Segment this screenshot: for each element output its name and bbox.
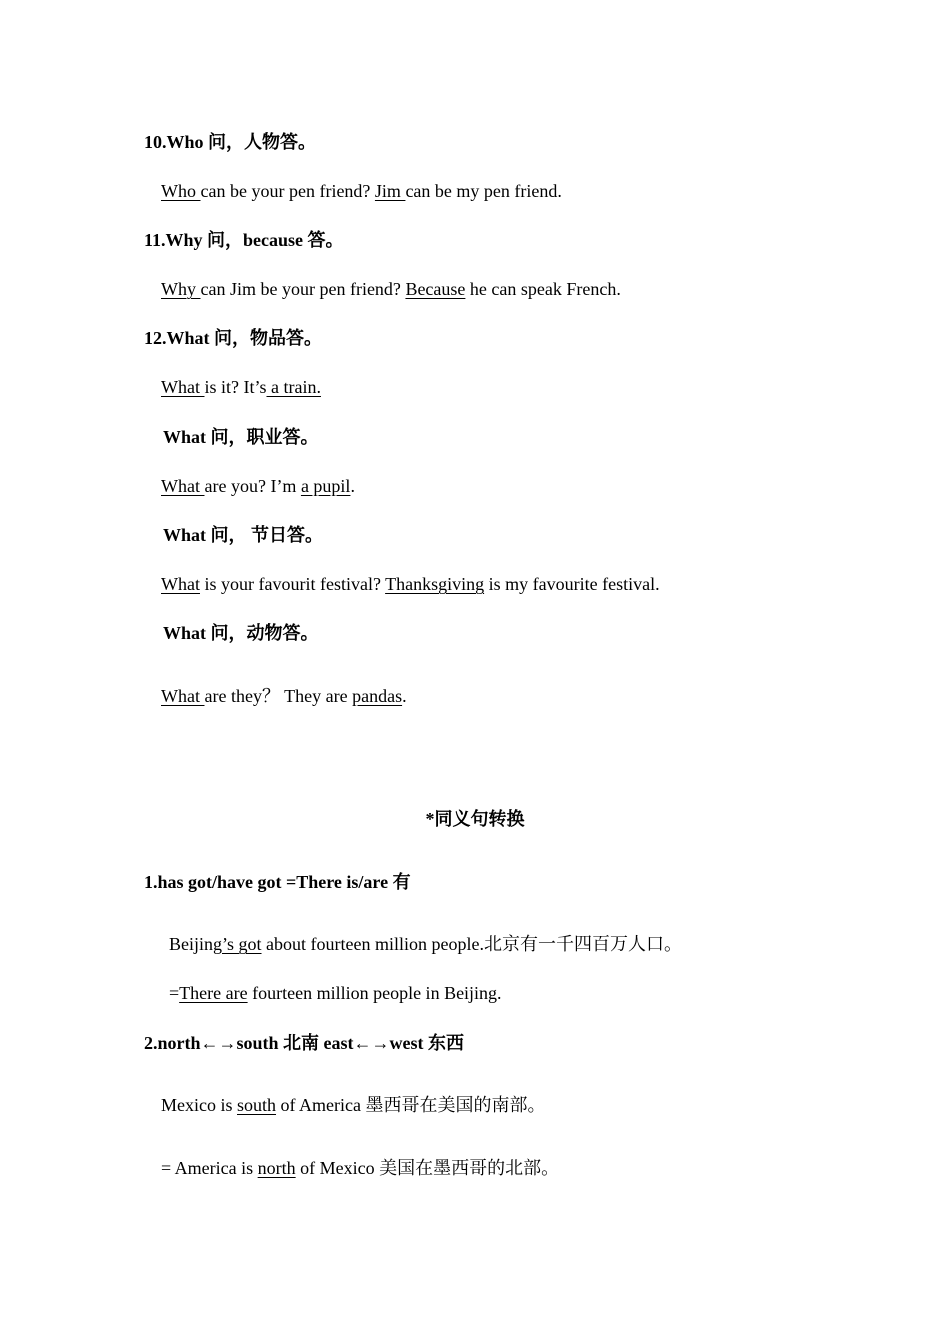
- underlined-answer: Because: [405, 279, 466, 299]
- answer-text: is my favourite festival.: [484, 574, 660, 594]
- underlined-question-word: Why: [161, 279, 201, 299]
- job-subheading: What 问，职业答。: [163, 427, 319, 447]
- festival-subheading: What 问， 节日答。: [163, 525, 324, 545]
- question-text: is it? It’s: [204, 377, 267, 397]
- question-text: are you? I’m: [204, 476, 301, 496]
- underlined-question-word: Who: [161, 181, 201, 201]
- sentence-text: about fourteen million people.北京有一千四百万人口。: [261, 934, 682, 954]
- underlined-question-word: What: [161, 476, 205, 496]
- underlined-answer: Thanksgiving: [385, 574, 485, 594]
- answer-text: can be my pen friend.: [405, 181, 562, 201]
- underlined-question-word: What: [161, 377, 205, 397]
- answer-text: .: [402, 686, 407, 706]
- question-text: are they？ They are: [204, 686, 353, 706]
- sentence-text: of Mexico 美国在墨西哥的北部。: [295, 1158, 560, 1178]
- answer-text: he can speak French.: [465, 279, 621, 299]
- synonym-1-example-1: [169, 933, 682, 955]
- synonym-2-example-1: [161, 1094, 545, 1116]
- section-11-heading: 11.Why 问，because 答。: [144, 230, 344, 250]
- question-text: can be your pen friend?: [200, 181, 375, 201]
- synonym-1-example-2: [169, 982, 502, 1004]
- underlined-answer: Jim: [374, 181, 406, 201]
- section-10-example: [161, 180, 562, 202]
- synonym-2-example-2: [161, 1157, 559, 1179]
- underlined-answer: a pupil: [300, 476, 351, 496]
- sentence-text: Beijing: [169, 934, 222, 954]
- section-12-heading: 12.What 问，物品答。: [144, 328, 323, 348]
- underlined-question-word: What: [161, 574, 200, 594]
- underlined-phrase: There are: [179, 983, 248, 1003]
- answer-text: .: [350, 476, 355, 496]
- animal-subheading: What 问，动物答。: [163, 623, 319, 643]
- sentence-text: =: [169, 983, 180, 1003]
- sentence-text: Mexico is: [161, 1095, 237, 1115]
- section-12-example-festival: [161, 573, 660, 595]
- underlined-phrase: ’s got: [222, 934, 262, 954]
- underlined-answer: a train.: [266, 377, 321, 397]
- underlined-phrase: south: [237, 1095, 277, 1115]
- question-text: can Jim be your pen friend?: [200, 279, 406, 299]
- synonym-1-heading: 1.has got/have got =There is/are 有: [144, 872, 411, 892]
- underlined-phrase: north: [257, 1158, 296, 1178]
- underlined-question-word: What: [161, 686, 205, 706]
- sentence-text: = America is: [161, 1158, 258, 1178]
- section-12-example-animal: [161, 685, 407, 707]
- section-12-example-job: [161, 475, 355, 497]
- section-10-heading: 10.Who 问，人物答。: [144, 132, 317, 152]
- synonym-2-heading: 2.north←→south 北南 east←→west 东西: [144, 1033, 465, 1053]
- question-text: is your favourit festival?: [199, 574, 386, 594]
- underlined-answer: pandas: [352, 686, 403, 706]
- section-11-example: [161, 278, 621, 300]
- sentence-text: fourteen million people in Beijing.: [247, 983, 502, 1003]
- sentence-text: of America 墨西哥在美国的南部。: [276, 1095, 546, 1115]
- synonym-section-title: *同义句转换: [425, 809, 525, 829]
- section-12-example-object: [161, 376, 321, 398]
